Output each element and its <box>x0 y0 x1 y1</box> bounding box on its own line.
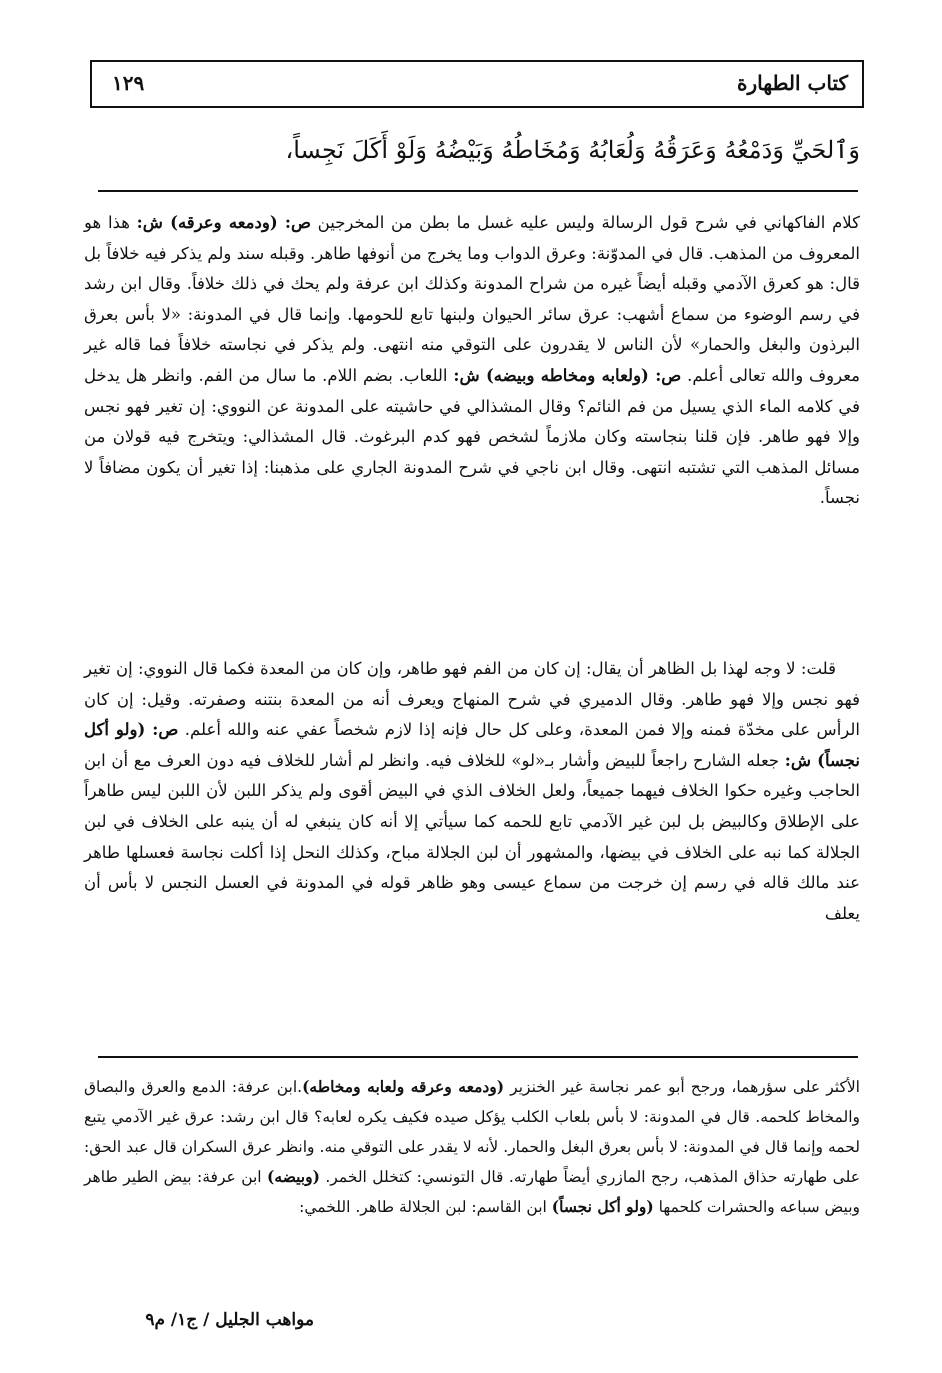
matn-citation: ص: (ودمعه وعرقه) ش: <box>136 213 311 232</box>
running-header <box>90 60 864 108</box>
matn-citation: (وبيضه) <box>267 1167 320 1186</box>
chapter-title: كتاب الطهارة <box>737 71 848 95</box>
text-run: ابن عرفة: بيض الطير طاهر وبيض سباعه والحشرات كلحمها <box>84 1168 860 1216</box>
matn-citation: (ودمعه وعرقه ولعابه ومخاطه) <box>302 1077 505 1096</box>
matn-citation: (ولو أكل نجساً) <box>551 1197 654 1216</box>
text-run: هذا هو المعروف من المذهب. قال في المدوّنة: وعرق الدواب وما يخرج من أنوفها طاهر. وقبله سند ولم يذكر فيه خلافاً بل قال: هو كعرق الآدمي وقبله أيضاً غيره من شراح المدونة وكذلك ابن عرفة ولم يحك في ذلك خلافاً. وقال ابن رشد في رسم الوضوء من سماع أشهب: عرق سائر الحيوان ولبنها تابع للحومها. وإنما قال في المدونة: «لا بأس بعرق البرذون والبغل والحمار» لأن الناس لا يقدرون على التوقي منه انتهى. ولم يذكر في نجاسته خلافاً فما قاله غير معروف والله تعالى أعلم. <box>84 213 860 385</box>
matn-citation: ص: (ولو أكل نجساً) ش: <box>84 720 860 770</box>
page-number: ١٢٩ <box>112 71 145 95</box>
matn-text: وَٱلحَيِّ وَدَمْعُهُ وَعَرَقُهُ وَلُعَابُهُ وَمُخَاطُهُ وَبَيْضُهُ وَلَوْ أَكَلَ نَجِساً، <box>285 136 860 164</box>
text-run: .ابن عرفة: الدمع والعرق والبصاق والمخاط كلحمه. قال في المدونة: لا بأس بلعاب الكلب يؤكل صيده فكيف يكره لعابه؟ قال ابن رشد: عرق غير الآدمي يتبع لحمه وإنما قال في المدونة: لا بأس بعرق البغل والحمار. لأنه لا يقدر على التوقي منه. وانظر عرق السكران قال عبد الحق: على طهارته حذاق المذهب، رجح المازري أيضاً طهارته. قال التونسي: كتخلل الخمر. <box>84 1078 860 1186</box>
commentary-paragraph-2 <box>84 654 860 929</box>
text-run: الأكثر على سؤرهما، ورجح أبو عمر نجاسة غير الخنزير <box>504 1078 860 1096</box>
printer-signature: مواهب الجليل / ج١/ م٩ <box>145 1310 314 1330</box>
text-run: كلام الفاكهاني في شرح قول الرسالة وليس عليه غسل ما بطن من المخرجين <box>310 213 860 232</box>
text-run: اللعاب. بضم اللام. ما سال من الفم. وانظر هل يدخل في كلامه الماء الذي يسيل من فم النائم؟ وقال المشذالي في حاشيته على المدونة عن النووي: إن تغير فهو نجس وإلا فهو طاهر. فإن قلنا بنجاسته وكان ملازماً لشخص فهو كدم البرغوث. قال المشذالي: ويتخرج فيه قولان من مسائل المذهب التي تشتبه انتهى. وقال ابن ناجي في شرح المدونة الجاري على مذهبنا: إذا تغير أن يكون مضافاً لا نجساً. <box>84 365 860 508</box>
matn-divider <box>98 190 858 192</box>
text-run: ابن القاسم: لبن الجلالة طاهر. اللخمي: <box>299 1198 552 1216</box>
matn-citation: ص: (ولعابه ومخاطه وبيضه) ش: <box>453 365 682 385</box>
footnote-divider <box>98 1056 858 1058</box>
text-run: جعله الشارح راجعاً للبيض وأشار بـ«لو» للخلاف فيه. وانظر لم أشار للخلاف فيه دون العرف مع أن ابن الحاجب وغيره حكوا الخلاف فيهما جميعاً، ولعل الخلاف الذي في البيض أقوى ولم يذكر اللبن لأن اللبن ليس طاهراً على الإطلاق وكالبيض بل لبن غير الآدمي تابع للحمه كما سيأتي إلا أنه كان ينبغي له أن ينبه على الخلاف في لبن الجلالة كما نبه على الخلاف في بيضها، والمشهور أن لبن الجلالة مباح، وكذلك النحل إذا أكلت نجاسة فعسلها طاهر عند مالك قاله في رسم إن خرجت من سماع عيسى وهو ظاهر قوله في المدونة في العسل النجس لا بأس أن يعلف <box>84 750 860 923</box>
footnote-commentary <box>84 1072 860 1222</box>
commentary-paragraph-1 <box>84 208 860 514</box>
text-run: قلت: لا وجه لهذا بل الظاهر أن يقال: إن كان من الفم فهو طاهر، وإن كان من المعدة فكما قال النووي: إن تغير فهو نجس وإلا فهو طاهر. وقال الدميري في شرح المنهاج ويعرف أنه من المعدة بنتنه وصفرته. وقيل: إن كان الرأس على مخدّة فمنه وإلا فمن المعدة، وعلى كل حال فإنه إذا لازم شخصاً عفي عنه والله أعلم. <box>84 659 860 740</box>
